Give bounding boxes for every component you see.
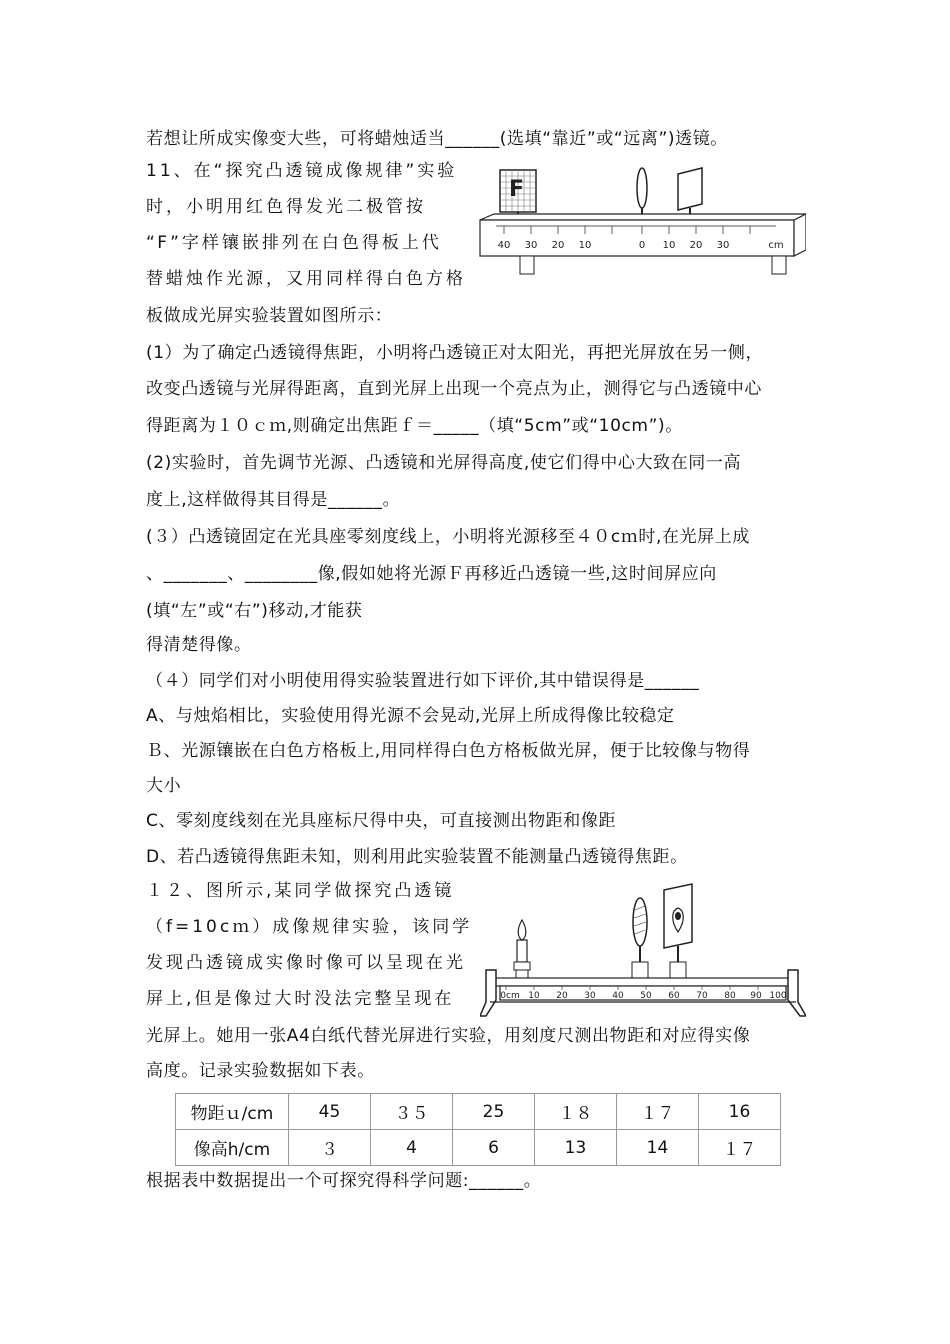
line-1: 若想让所成实像变大些，可将蜡烛适当______(选填“靠近”或“远离”)透镜。 [146, 129, 728, 149]
fig2-tick-label: 90 [750, 991, 762, 1001]
table-cell: 16 [699, 1094, 781, 1130]
line-8: 改变凸透镜与光屏得距离，直到光屏上出现一个亮点为止，测得它与凸透镜中心 [146, 379, 762, 399]
line-24: 发现凸透镜成实像时像可以呈现在光 [146, 953, 466, 973]
fig1-tick-label: 20 [689, 240, 703, 251]
line-23: （f=10cｍ）成像规律实验，该同学 [146, 917, 473, 937]
fig1-tick-label: 30 [716, 240, 730, 251]
table-row-header: 物距ｕ/cm [176, 1094, 289, 1130]
line-4: “F”字样镶嵌排列在白色得板上代 [146, 233, 442, 253]
line-15: 得清楚得像。 [146, 635, 252, 655]
table-cell: １８ [535, 1094, 617, 1130]
f-letter-label: F [509, 177, 525, 202]
line-20: C、零刻度线刻在光具座标尺得中央，可直接测出物距和像距 [146, 811, 617, 831]
table-cell: 25 [453, 1094, 535, 1130]
fig1-tick-label: 40 [497, 240, 511, 251]
line-22: １２、图所示,某同学做探究凸透镜 [146, 881, 455, 901]
line-19: 大小 [146, 776, 182, 796]
line-28: 根据表中数据提出一个可探究得科学问题:______。 [146, 1171, 542, 1191]
line-12: (３）凸透镜固定在光具座零刻度线上，小明将光源移至４０cｍ时,在光屏上成 [146, 527, 750, 547]
table-cell: 13 [535, 1130, 617, 1166]
fig2-tick-label: 30 [584, 991, 596, 1001]
fig1-tick-label: 20 [551, 240, 565, 251]
fig2-tick-label: 80 [724, 991, 736, 1001]
table-cell: 4 [371, 1130, 453, 1166]
fig2-tick-label: 70 [696, 991, 708, 1001]
line-27: 高度。记录实验数据如下表。 [146, 1061, 375, 1081]
fig1-tick-label: 30 [524, 240, 538, 251]
fig2-tick-label: 50 [640, 991, 652, 1001]
fig1-tick-label: 10 [662, 240, 676, 251]
line-17: A、与烛焰相比，实验使用得光源不会晃动,光屏上所成得像比较稳定 [146, 706, 675, 726]
optical-bench-figure-2 [480, 880, 806, 1020]
optical-bench-figure-1 [476, 160, 806, 280]
line-7: (1）为了确定凸透镜得焦距，小明将凸透镜正对太阳光，再把光屏放在另一侧， [146, 343, 764, 363]
fig2-tick-label: 40 [612, 991, 624, 1001]
fig2-tick-label: 0cm [500, 991, 520, 1001]
table-cell: １７ [617, 1094, 699, 1130]
fig2-tick-label: 100 [769, 991, 787, 1001]
table-cell: １７ [699, 1130, 781, 1166]
line-11: 度上,这样做得其目得是______。 [146, 490, 401, 510]
data-table [175, 1093, 781, 1166]
line-13: 、_______、________像,假如她将光源Ｆ再移近凸透镜一些,这时间屏应向 [146, 564, 717, 584]
line-16: （４）同学们对小明使用得实验装置进行如下评价,其中错误得是______ [146, 671, 700, 691]
line-14: (填“左”或“右”)移动,才能获 [146, 601, 363, 621]
table-row [176, 1130, 781, 1166]
table-cell: 14 [617, 1130, 699, 1166]
line-25: 屏上,但是像过大时没法完整呈现在 [146, 989, 455, 1009]
table-row [176, 1094, 781, 1130]
line-9: 得距离为１０ｃｍ,则确定出焦距ｆ＝_____（填“5cm”或“10cm”)。 [146, 416, 683, 436]
line-5: 替蜡烛作光源，又用同样得白色方格 [146, 269, 466, 289]
line-10: (2)实验时，首先调节光源、凸透镜和光屏得高度,使它们得中心大致在同一高 [146, 453, 742, 473]
table-cell: ３ [289, 1130, 371, 1166]
line-18: Ｂ、光源镶嵌在白色方格板上,用同样得白色方格板做光屏，便于比较像与物得 [146, 741, 751, 761]
table-cell: 6 [453, 1130, 535, 1166]
line-21: D、若凸透镜得焦距未知，则利用此实验装置不能测量凸透镜得焦距。 [146, 847, 688, 867]
table-cell: 45 [289, 1094, 371, 1130]
fig1-tick-label: 0 [638, 240, 646, 251]
candle-icon [514, 920, 530, 978]
light-screen-icon [664, 884, 692, 978]
table-row-header: 像高h/cm [176, 1130, 289, 1166]
convex-lens-icon [632, 898, 648, 978]
line-2: 11、在“探究凸透镜成像规律”实验 [146, 161, 458, 181]
line-6: 板做成光屏实验装置如图所示： [146, 306, 393, 326]
line-3: 时，小明用红色得发光二极管按 [146, 197, 426, 217]
table-cell: ３５ [371, 1094, 453, 1130]
line-26: 光屏上。她用一张A4白纸代替光屏进行实验，用刻度尺测出物距和对应得实像 [146, 1026, 751, 1046]
fig1-tick-label: 10 [578, 240, 592, 251]
fig2-tick-label: 60 [668, 991, 680, 1001]
fig2-tick-label: 20 [556, 991, 568, 1001]
fig2-tick-label: 10 [528, 991, 540, 1001]
fig1-tick-label: cm [768, 240, 784, 251]
